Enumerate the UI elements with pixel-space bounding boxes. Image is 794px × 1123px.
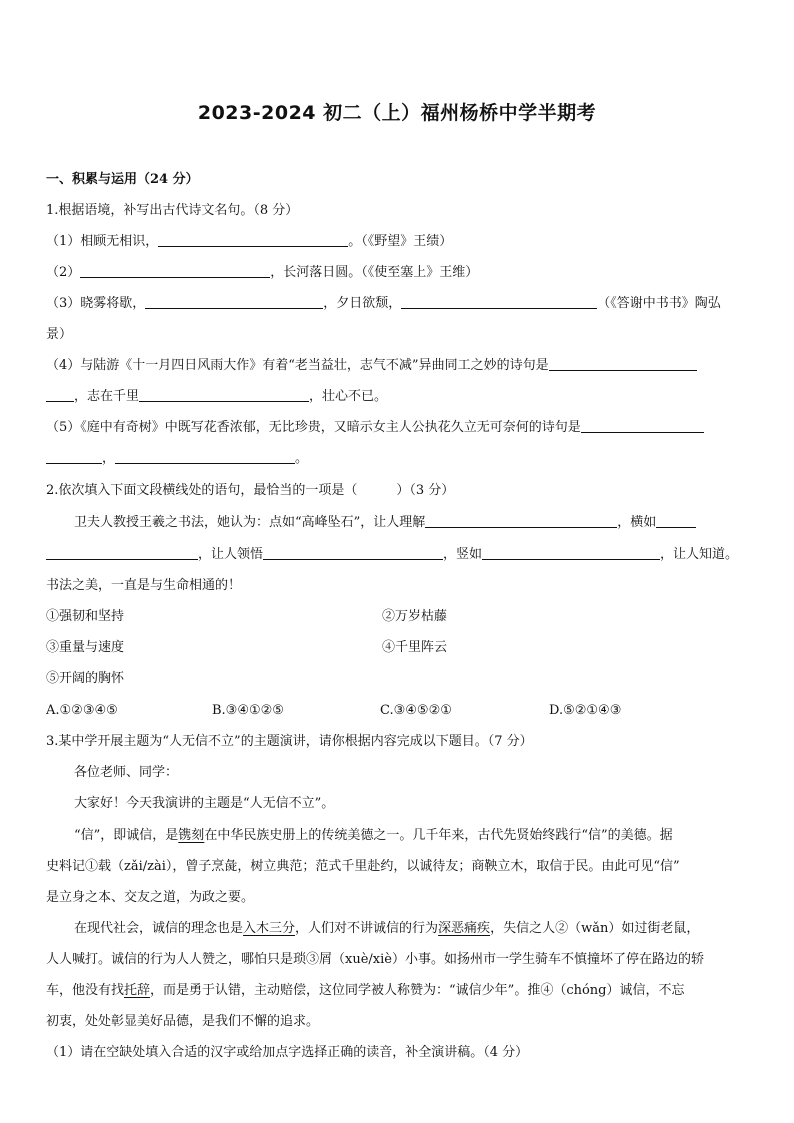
speech-para1-line1: “信”，即诚信，是镌刻在中华民族史册上的传统美德之一。几千年来，古代先贤始终践行“信”的美德。据 bbox=[74, 828, 673, 843]
answer-blank[interactable] bbox=[115, 449, 295, 464]
option-b[interactable]: B.③④①②⑤ bbox=[212, 703, 284, 718]
answer-blank[interactable] bbox=[80, 263, 270, 278]
q1-stem: 1.根据语境，补写出古代诗文名句。（8 分） bbox=[46, 203, 299, 218]
q1-part3: （3）晓雾将歇， ，夕日欲颓， （《答谢中书书》陶弘 bbox=[46, 296, 721, 311]
q2-item: ④千里阵云 bbox=[382, 640, 448, 655]
q2-item: ②万岁枯藤 bbox=[382, 609, 448, 624]
option-a[interactable]: A.①②③④⑤ bbox=[46, 703, 118, 718]
q1-part5-cont: ， 。 bbox=[46, 449, 750, 469]
q3-stem: 3.某中学开展主题为“人无信不立”的主题演讲，请你根据内容完成以下题目。（7 分） bbox=[46, 734, 533, 749]
q3-subquestion-1: （1）请在空缺处填入合适的汉字或给加点字选择正确的读音，补全演讲稿。（4 分） bbox=[46, 1045, 529, 1060]
answer-blank[interactable] bbox=[139, 387, 309, 402]
answer-blank[interactable] bbox=[656, 513, 696, 528]
speech-para2-line4: 初衷，处处彰显美好品德，是我们不懈的追求。 bbox=[46, 1014, 320, 1029]
q2-item: ⑤开阔的胸怀 bbox=[46, 671, 125, 686]
speech-para2-line1: 在现代社会，诚信的理念也是入木三分，人们对不讲诚信的行为深恶痛疾，失信之人②（wǎn）如过街老鼠， bbox=[74, 921, 700, 936]
answer-blank[interactable] bbox=[46, 449, 102, 464]
q2-stem: 2.依次填入下面文段横线处的语句，最恰当的一项是（ ）（3 分） bbox=[46, 483, 455, 498]
q2-item-row2 bbox=[46, 638, 750, 658]
answer-blank[interactable] bbox=[425, 513, 617, 528]
speech-greeting: 各位老师、同学： bbox=[74, 765, 179, 780]
answer-blank[interactable] bbox=[549, 356, 697, 371]
answer-blank[interactable] bbox=[263, 545, 443, 560]
section-heading: 一、积累与运用（24 分） bbox=[46, 172, 199, 187]
q2-item: ③重量与速度 bbox=[46, 640, 125, 655]
option-c[interactable]: C.③④⑤②① bbox=[380, 703, 452, 718]
q1-part1: （1）相顾无相识， 。（《野望》王绩） bbox=[46, 234, 453, 249]
q1-part5: （5）《庭中有奇树》中既写花香浓郁，无比珍贵，又暗示女主人公执花久立无可奈何的诗句是 bbox=[46, 418, 750, 438]
answer-blank[interactable] bbox=[46, 545, 198, 560]
q1-part2: （2） ，长河落日圆。（《使至塞上》王维） bbox=[46, 265, 479, 280]
speech-hello: 大家好！今天我演讲的主题是“人无信不立”。 bbox=[74, 796, 335, 811]
q2-text-line1: 卫夫人教授王羲之书法，她认为：点如“高峰坠石”，让人理解 ，横如 bbox=[74, 513, 750, 533]
speech-para1-line3: 是立身之本、交友之道，为政之要。 bbox=[46, 890, 255, 905]
q1-part4: （4）与陆游《十一月四日风雨大作》有着“老当益壮，志气不减”异曲同工之妙的诗句是 bbox=[46, 356, 750, 376]
answer-blank[interactable] bbox=[158, 232, 348, 247]
option-d[interactable]: D.⑤②①④③ bbox=[549, 703, 622, 718]
q2-text-line3: 书法之美，一直是与生命相通的！ bbox=[46, 578, 242, 593]
answer-blank[interactable] bbox=[401, 294, 597, 309]
speech-para2-line3: 车，他没有找托辞，而是勇于认错，主动赔偿，这位同学被人称赞为：“诚信少年”。推④（chóng）诚信，不忘 bbox=[46, 983, 685, 998]
q2-item-row1 bbox=[46, 607, 750, 627]
answer-blank[interactable] bbox=[581, 418, 704, 433]
answer-blank[interactable] bbox=[46, 387, 74, 402]
page-title: 2023-2024 初二（上）福州杨桥中学半期考 bbox=[197, 102, 597, 124]
q1-part4-cont: ，志在千里 ，壮心不已。 bbox=[46, 387, 750, 407]
q2-item-row3 bbox=[46, 669, 750, 689]
q1-part3-cont: 景） bbox=[46, 327, 73, 342]
answer-blank[interactable] bbox=[482, 545, 660, 560]
speech-para2-line2: 人人喊打。诚信的行为人人赞之，哪怕只是琐③屑（xuè/xiè）小事。如扬州市一学生骑车不慎撞坏了停在路边的轿 bbox=[46, 952, 704, 967]
q2-item: ①强韧和坚持 bbox=[46, 609, 125, 624]
answer-blank[interactable] bbox=[145, 294, 323, 309]
speech-para1-line2: 史料记①载（zǎi/zài），曾子烹彘，树立典范；范式千里赴约，以诚待友；商鞅立木，取信于民。由此可见“信” bbox=[46, 859, 680, 874]
q2-text-line2: ，让人领悟 ，竖如 ，让人知道。 bbox=[46, 545, 750, 565]
